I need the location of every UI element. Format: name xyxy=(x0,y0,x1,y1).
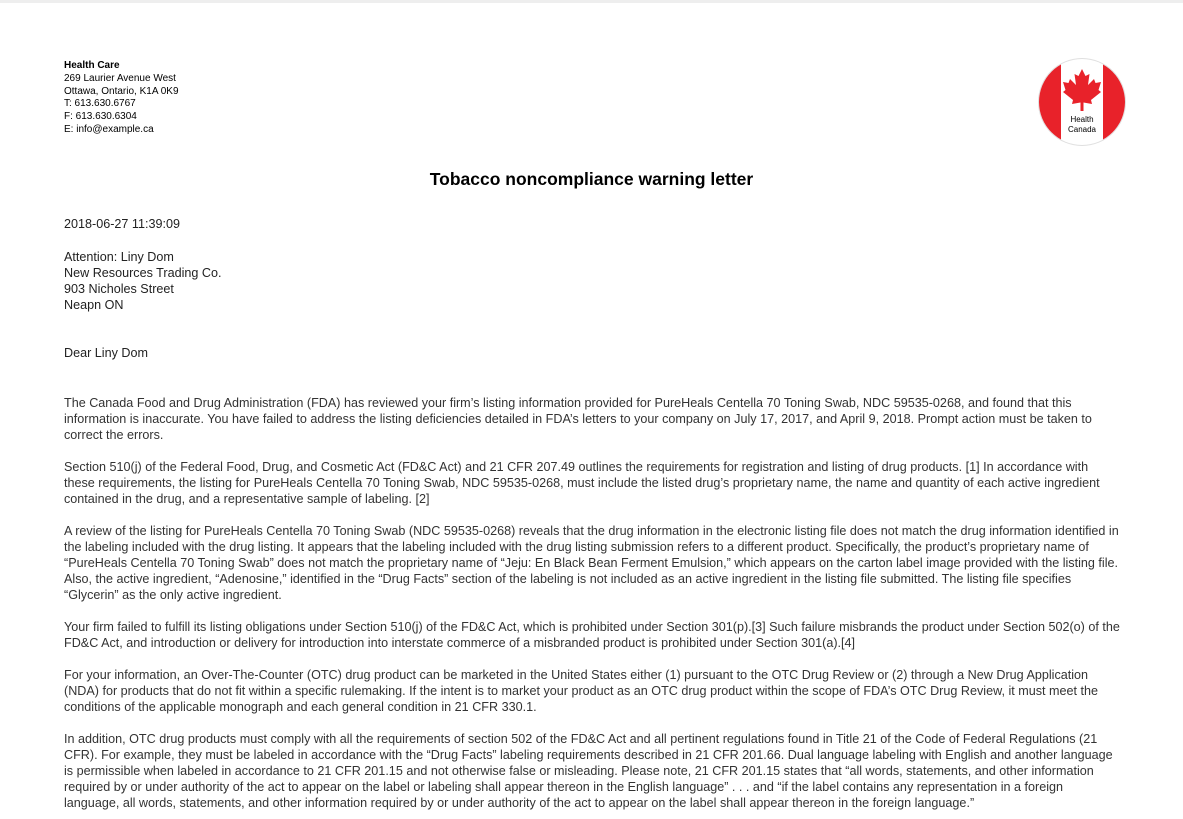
recipient-company: New Resources Trading Co. xyxy=(64,266,222,280)
letter-title: Tobacco noncompliance warning letter xyxy=(429,169,754,189)
sender-fax: F: 613.630.6304 xyxy=(64,111,137,123)
logo-line-health: Health xyxy=(1070,115,1094,124)
logo-line-canada: Canada xyxy=(1067,124,1097,134)
body-paragraph: In addition, OTC drug products must comply with all the requirements of section 502 of the FD&C Act and all pertinent regulations found in Title 21 of the Code of Federal Regulations (21 CFR). For example, they must be labeled in accordance with the “Drug Facts” labeling requirements described in 21 CFR 201.66. Dual language labeling with English and another language is permissible when labeled in accordance to 21 CFR 201.15 and not otherwise false or misleading. Please note, 21 CFR 201.15 states that “all words, statements, and other information required by or under authority of the act to appear on the label or labeling shall appear thereon in the English language” . . . and “if the label contains any representation in a foreign language, all words, statements, and other information required by or under authority of the act to appear on the label shall appear thereon in the foreign language.” xyxy=(64,732,1113,810)
recipient-street: 903 Nicholes Street xyxy=(64,282,174,296)
recipient-attention: Attention: Liny Dom xyxy=(64,250,174,264)
body-paragraph: Your firm failed to fulfill its listing obligations under Section 510(j) of the FD&C Act, which is prohibited under Section 301(p).[3] Such failure misbrands the product under Section 502(o) of the FD&C Act, and introduction or delivery for introduction into interstate commerce of a misbranded product is prohibited under Section 301(a).[4] xyxy=(64,620,1120,650)
body-paragraph: For your information, an Over-The-Counter (OTC) drug product can be marketed in the United States either (1) pursuant to the OTC Drug Review or (2) through a New Drug Application (NDA) for products that do not fit within a specific rulemaking. If the intent is to market your product as an OTC drug product within the scope of FDA’s OTC Drug Review, it must meet the conditions of the applicable monograph and each general condition in 21 CFR 330.1. xyxy=(64,668,1099,714)
salutation: Dear Liny Dom xyxy=(64,346,148,360)
sender-phone: T: 613.630.6767 xyxy=(64,98,136,110)
letter-header xyxy=(64,60,1124,137)
sender-address-block xyxy=(64,60,1124,137)
body-paragraph: A review of the listing for PureHeals Centella 70 Toning Swab (NDC 59535-0268) reveals that the drug information in the electronic listing file does not match the drug information identified in the labeling included with the drug listing. It appears that the labeling included with the drug listing submission refers to a different product. Specifically, the product’s proprietary name of “PureHeals Centella 70 Toning Swab” does not match the proprietary name of “Jeju: En Black Bean Ferment Emulsion,” which appears on the carton label image provided with the listing file. Also, the active ingredient, “Adenosine,” identified in the “Drug Facts” section of the labeling is not included as an active ingredient in the listing file submitted. The listing file specifies “Glycerin” as the only active ingredient. xyxy=(64,524,1119,602)
body-paragraph: Section 510(j) of the Federal Food, Drug, and Cosmetic Act (FD&C Act) and 21 CFR 207.49 outlines the requirements for registration and listing of drug products. [1] In accordance with these requirements, the listing for PureHeals Centella 70 Toning Swab, NDC 59535-0268, must include the listed drug’s proprietary name, the name and quantity of each active ingredient contained in the drug, and a representative sample of labeling. [2] xyxy=(64,460,1100,506)
sender-street: 269 Laurier Avenue West xyxy=(64,72,176,84)
logo-caption xyxy=(1039,115,1125,134)
recipient-city: Neapn ON xyxy=(64,298,124,312)
letter-date: 2018-06-27 11:39:09 xyxy=(64,217,181,231)
recipient-address-block xyxy=(64,249,222,313)
sender-organization: Health Care xyxy=(64,60,120,71)
health-canada-logo xyxy=(1039,59,1125,145)
top-divider xyxy=(0,0,1183,3)
sender-city: Ottawa, Ontario, K1A 0K9 xyxy=(64,85,179,97)
sender-email: E: info@example.ca xyxy=(64,123,154,135)
body-paragraph: The Canada Food and Drug Administration (FDA) has reviewed your firm’s listing information provided for PureHeals Centella 70 Toning Swab, NDC 59535-0268, and found that this information is inaccurate. You have failed to address the listing deficiencies detailed in FDA’s letters to your company on July 17, 2017, and April 9, 2018. Prompt action must be taken to correct the errors. xyxy=(64,396,1092,442)
letter-body xyxy=(64,395,1120,819)
